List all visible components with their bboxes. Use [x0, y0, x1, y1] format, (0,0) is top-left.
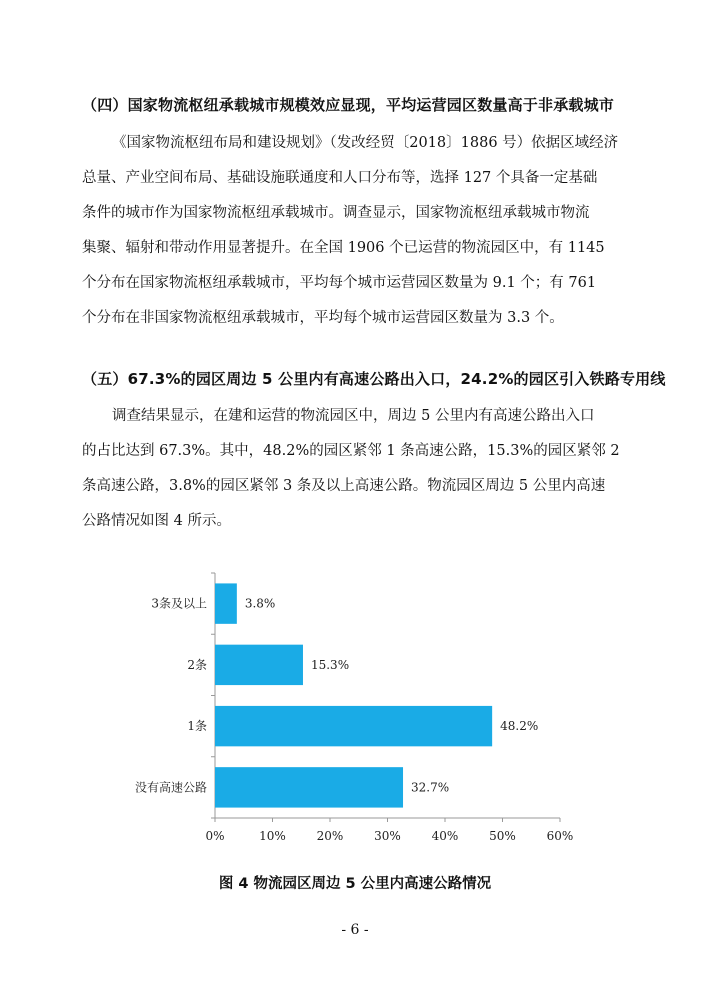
data-label: 48.2%: [500, 719, 539, 734]
section-5-paragraph: [82, 399, 662, 539]
category-label: 没有高速公路: [134, 780, 207, 795]
x-tick-label: 30%: [374, 829, 401, 843]
paragraph-line: 《国家物流枢纽布局和建设规划》（发改经贸〔2018〕1886 号）依据区域经济: [112, 135, 619, 151]
category-label: 1条: [187, 719, 207, 734]
x-tick-label: 40%: [431, 829, 459, 843]
data-label: 3.8%: [244, 596, 276, 611]
bar: [215, 706, 492, 746]
x-tick-label: 10%: [259, 829, 286, 843]
x-tick-label: 60%: [546, 829, 574, 843]
paragraph-line: 个分布在国家物流枢纽承载城市，平均每个城市运营园区数量为 9.1 个；有 761: [82, 275, 597, 291]
paragraph-line: 公路情况如图 4 所示。: [82, 513, 231, 529]
paragraph-line: 的占比达到 67.3%。其中，48.2%的园区紧邻 1 条高速公路，15.3%的园区紧邻 2: [82, 443, 620, 459]
paragraph-line: 个分布在非国家物流枢纽承载城市，平均每个城市运营园区数量为 3.3 个。: [82, 310, 564, 326]
data-label: 32.7%: [411, 780, 450, 795]
paragraph-line: 集聚、辐射和带动作用显著提升。在全国 1906 个已运营的物流园区中，有 1145: [82, 240, 605, 256]
data-label: 15.3%: [310, 657, 350, 672]
section-4-heading: （四）国家物流枢纽承载城市规模效应显现，平均运营园区数量高于非承载城市: [82, 96, 615, 114]
x-tick-label: 50%: [489, 829, 516, 843]
highway-bar-chart: [110, 568, 590, 858]
bar: [215, 645, 303, 685]
figure-caption: 图 4 物流园区周边 5 公里内高速公路情况: [218, 876, 492, 892]
category-label: 2条: [187, 657, 207, 672]
section-5-heading: （五）67.3%的园区周边 5 公里内有高速公路出入口，24.2%的园区引入铁路专用线: [82, 370, 666, 388]
category-label: 3条及以上: [151, 596, 207, 611]
paragraph-line: 调查结果显示，在建和运营的物流园区中，周边 5 公里内有高速公路出入口: [112, 408, 595, 424]
x-tick-label: 20%: [316, 829, 344, 843]
paragraph-line: 条高速公路，3.8%的园区紧邻 3 条及以上高速公路。物流园区周边 5 公里内高速: [82, 478, 606, 494]
section-4-paragraph: [82, 126, 662, 336]
chart-svg: [110, 568, 590, 858]
page-number: - 6 -: [341, 922, 369, 938]
paragraph-line: 条件的城市作为国家物流枢纽承载城市。调查显示，国家物流枢纽承载城市物流: [82, 205, 590, 221]
x-tick-label: 0%: [205, 829, 225, 843]
paragraph-line: 总量、产业空间布局、基础设施联通度和人口分布等，选择 127 个具备一定基础: [82, 170, 598, 186]
bar: [215, 767, 403, 807]
bar: [215, 583, 237, 623]
